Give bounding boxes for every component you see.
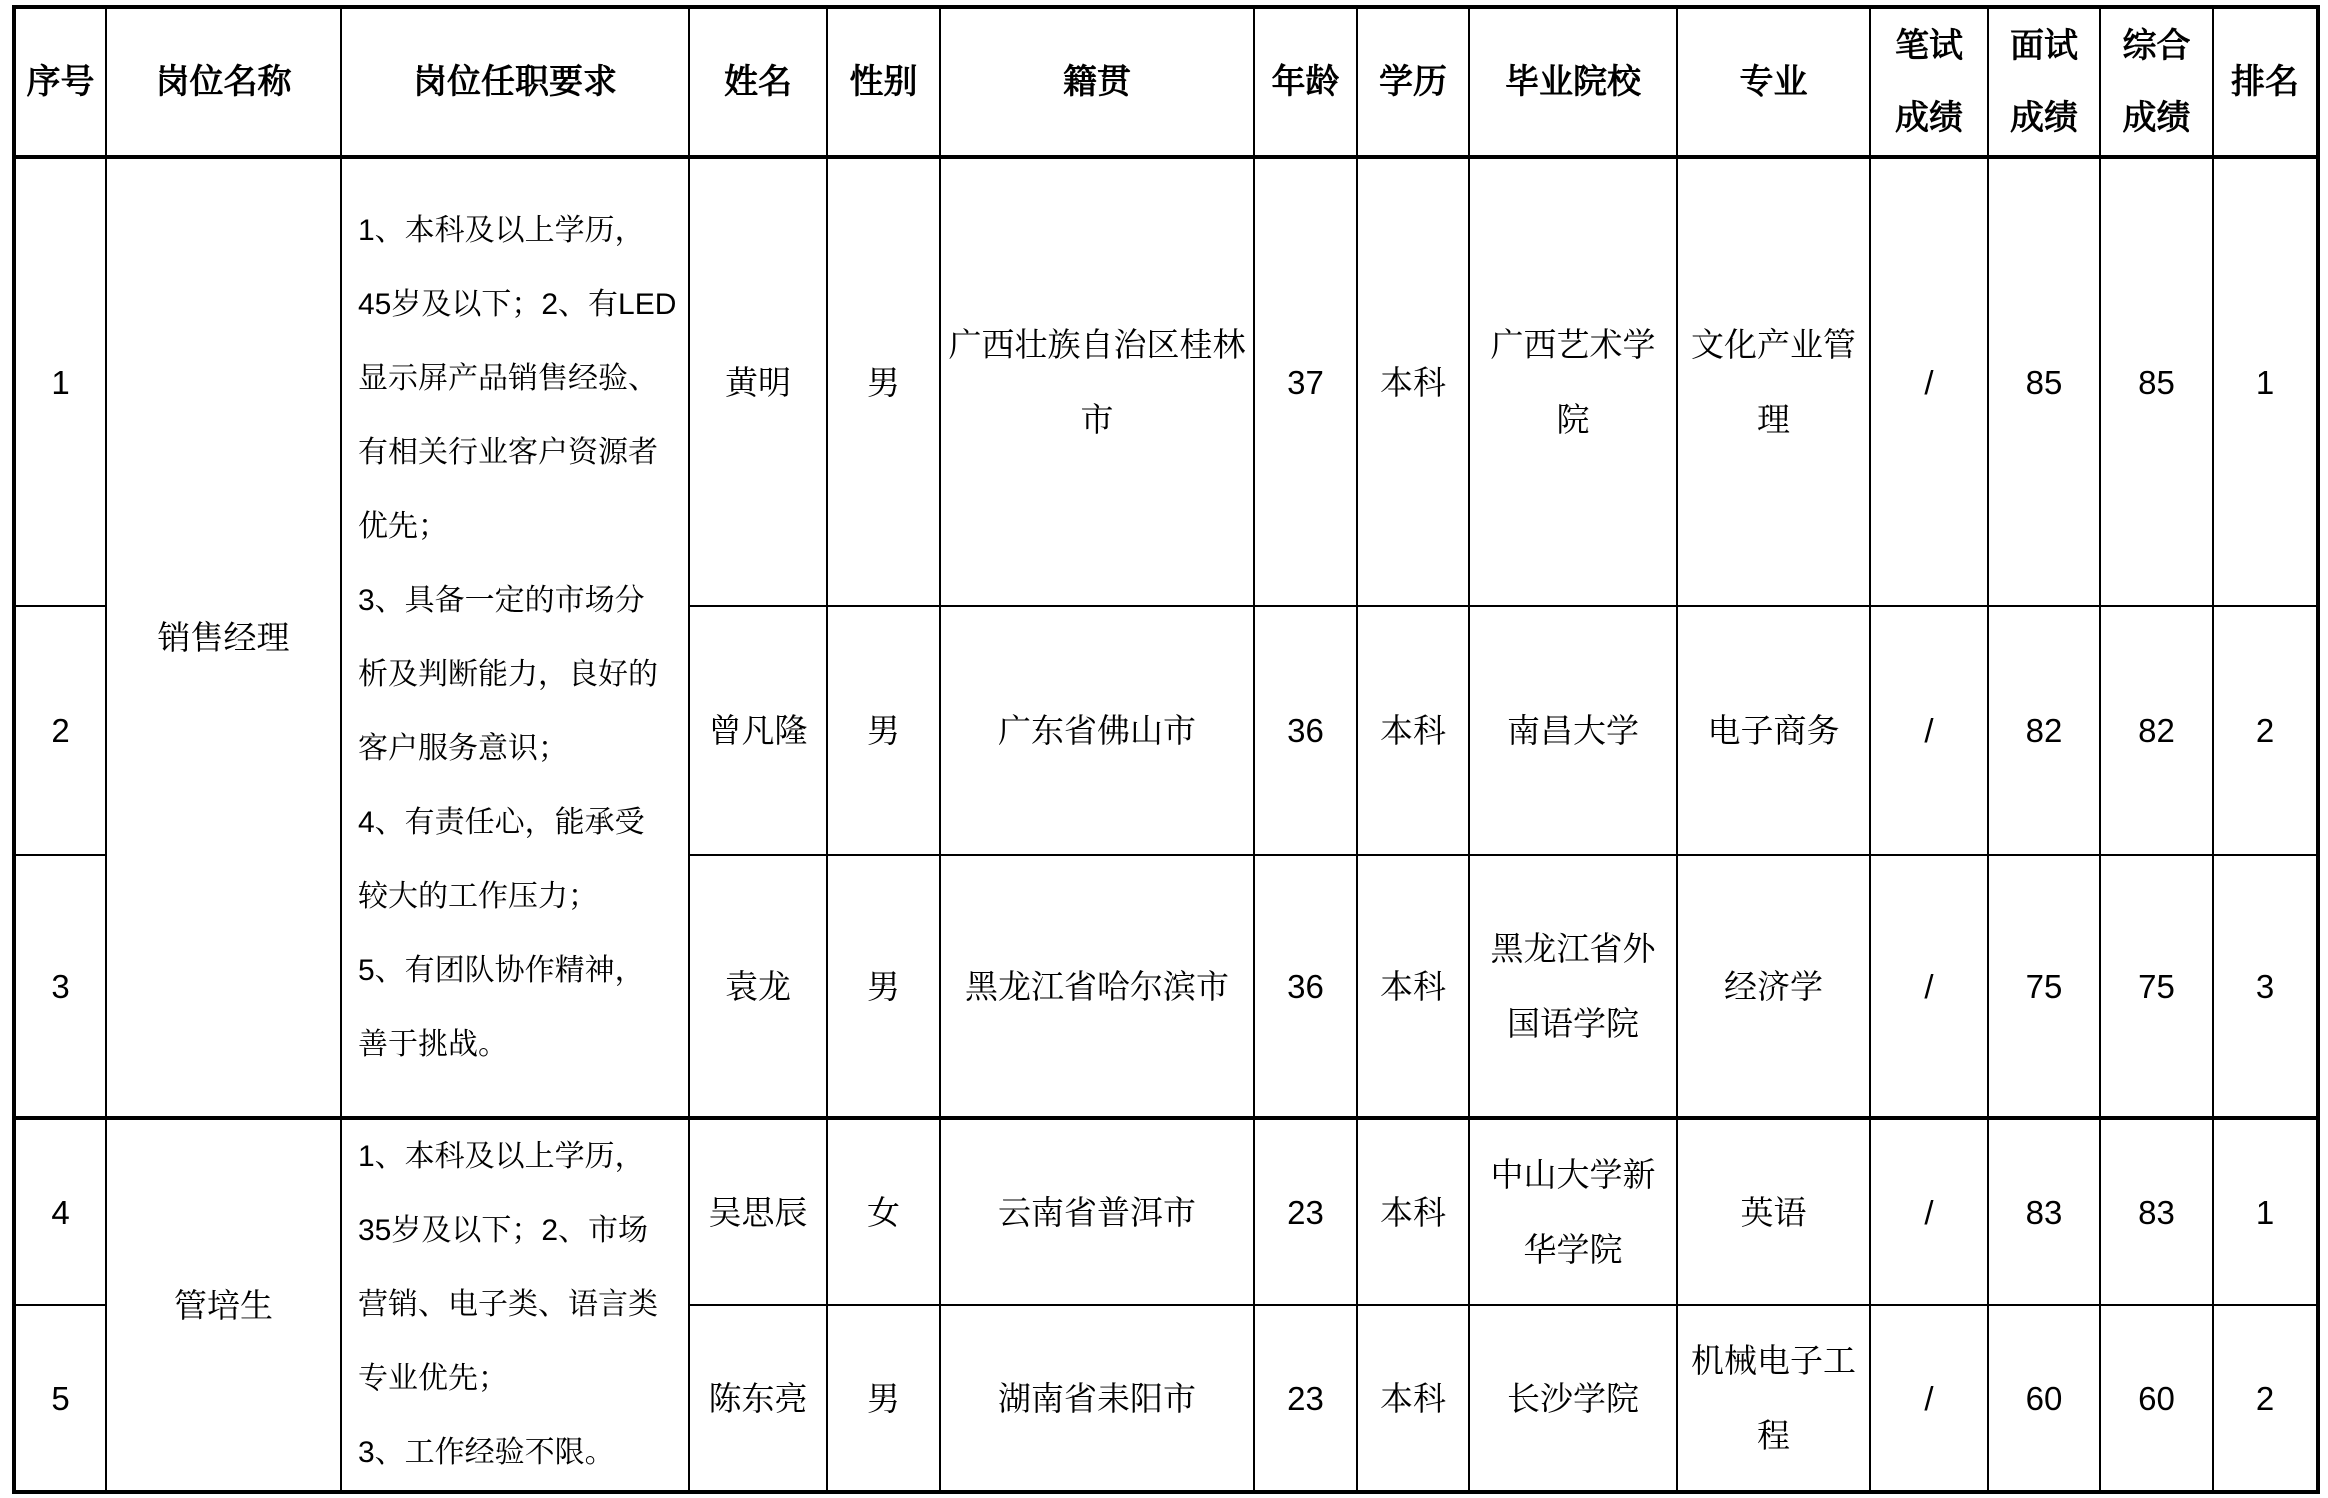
- r4-major: 英语: [1677, 1118, 1870, 1305]
- r4-gender: 女: [827, 1118, 940, 1305]
- r3-interview-score: 75: [1988, 855, 2100, 1118]
- r2-education: 本科: [1357, 606, 1469, 855]
- header-interview-score-line2: 成绩: [2010, 99, 2078, 137]
- recruitment-score-table: [12, 5, 2320, 1494]
- header-written-score: [1870, 7, 1988, 157]
- r3-major: 经济学: [1677, 855, 1870, 1118]
- r2-index: 2: [14, 606, 106, 855]
- r4-name: 吴思辰: [689, 1118, 827, 1305]
- header-hometown: 籍贯: [940, 7, 1254, 157]
- r5-education: 本科: [1357, 1305, 1469, 1492]
- requirement-line: 显示屏产品销售经验、: [358, 361, 658, 395]
- requirement-line: 营销、电子类、语言类: [358, 1288, 658, 1321]
- position-sales-manager: 销售经理: [106, 157, 341, 1118]
- header-index: 序号: [14, 7, 106, 157]
- requirement-line: 1、本科及以上学历，: [358, 1140, 645, 1173]
- r2-rank: 2: [2213, 606, 2318, 855]
- table-row-4: [14, 1118, 2318, 1305]
- r5-index: 5: [14, 1305, 106, 1492]
- r2-hometown: 广东省佛山市: [940, 606, 1254, 855]
- r4-hometown: 云南省普洱市: [940, 1118, 1254, 1305]
- header-gender: 性别: [827, 7, 940, 157]
- r2-total-score: 82: [2100, 606, 2213, 855]
- requirement-line: 35岁及以下；2、市场: [358, 1214, 649, 1247]
- requirement-line: 45岁及以下；2、有LED: [358, 287, 677, 321]
- requirement-line: 析及判断能力，良好的: [358, 657, 658, 691]
- r1-interview-score: 85: [1988, 157, 2100, 606]
- r1-age: 37: [1254, 157, 1357, 606]
- position-management-trainee: 管培生: [106, 1118, 341, 1492]
- r3-education: 本科: [1357, 855, 1469, 1118]
- header-interview-score-line1: 面试: [2010, 27, 2078, 65]
- header-major: 专业: [1677, 7, 1870, 157]
- header-total-score-line1: 综合: [2122, 27, 2191, 65]
- r3-index: 3: [14, 855, 106, 1118]
- r2-name: 曾凡隆: [689, 606, 827, 855]
- r1-rank: 1: [2213, 157, 2318, 606]
- header-row: [14, 7, 2318, 157]
- r2-interview-score: 82: [1988, 606, 2100, 855]
- r2-age: 36: [1254, 606, 1357, 855]
- r4-school: 中山大学新华学院: [1469, 1118, 1677, 1305]
- header-age: 年龄: [1254, 7, 1357, 157]
- requirement-line: 较大的工作压力；: [358, 879, 598, 913]
- header-rank: 排名: [2213, 7, 2318, 157]
- r1-education: 本科: [1357, 157, 1469, 606]
- r1-hometown: 广西壮族自治区桂林市: [940, 157, 1254, 606]
- r1-total-score: 85: [2100, 157, 2213, 606]
- requirement-line: 客户服务意识；: [358, 731, 568, 765]
- r5-hometown: 湖南省耒阳市: [940, 1305, 1254, 1492]
- r1-school: 广西艺术学院: [1469, 157, 1677, 606]
- header-written-score-line2: 成绩: [1895, 99, 1963, 137]
- requirements-sales-manager: [341, 157, 689, 1118]
- header-written-score-line1: 笔试: [1895, 27, 1963, 65]
- r3-written-score: /: [1870, 855, 1988, 1118]
- r3-gender: 男: [827, 855, 940, 1118]
- requirement-line: 优先；: [358, 509, 448, 543]
- r3-name: 袁龙: [689, 855, 827, 1118]
- r5-name: 陈东亮: [689, 1305, 827, 1492]
- header-interview-score: [1988, 7, 2100, 157]
- r5-gender: 男: [827, 1305, 940, 1492]
- r1-gender: 男: [827, 157, 940, 606]
- requirement-line: 5、有团队协作精神，: [358, 953, 645, 987]
- r4-rank: 1: [2213, 1118, 2318, 1305]
- r1-name: 黄明: [689, 157, 827, 606]
- requirement-line: 1、本科及以上学历，: [358, 213, 645, 247]
- table-row-1: [14, 157, 2318, 606]
- header-total-score: [2100, 7, 2213, 157]
- r2-written-score: /: [1870, 606, 1988, 855]
- r3-total-score: 75: [2100, 855, 2213, 1118]
- r3-rank: 3: [2213, 855, 2318, 1118]
- r4-written-score: /: [1870, 1118, 1988, 1305]
- requirement-line: 3、工作经验不限。: [358, 1436, 615, 1469]
- r4-education: 本科: [1357, 1118, 1469, 1305]
- header-school: 毕业院校: [1469, 7, 1677, 157]
- r1-major: 文化产业管理: [1677, 157, 1870, 606]
- r1-written-score: /: [1870, 157, 1988, 606]
- r3-age: 36: [1254, 855, 1357, 1118]
- requirements-management-trainee: [341, 1118, 689, 1492]
- r5-age: 23: [1254, 1305, 1357, 1492]
- header-name: 姓名: [689, 7, 827, 157]
- r3-hometown: 黑龙江省哈尔滨市: [940, 855, 1254, 1118]
- requirement-line: 专业优先；: [358, 1362, 508, 1395]
- r1-index: 1: [14, 157, 106, 606]
- r5-total-score: 60: [2100, 1305, 2213, 1492]
- requirement-line: 善于挑战。: [358, 1027, 508, 1061]
- r5-major: 机械电子工程: [1677, 1305, 1870, 1492]
- header-education: 学历: [1357, 7, 1469, 157]
- r5-rank: 2: [2213, 1305, 2318, 1492]
- header-position: 岗位名称: [106, 7, 341, 157]
- requirement-line: 3、具备一定的市场分: [358, 583, 645, 617]
- header-total-score-line2: 成绩: [2122, 99, 2191, 137]
- r2-school: 南昌大学: [1469, 606, 1677, 855]
- r5-school: 长沙学院: [1469, 1305, 1677, 1492]
- r4-total-score: 83: [2100, 1118, 2213, 1305]
- r2-gender: 男: [827, 606, 940, 855]
- r4-age: 23: [1254, 1118, 1357, 1305]
- r5-written-score: /: [1870, 1305, 1988, 1492]
- r4-index: 4: [14, 1118, 106, 1305]
- requirement-line: 有相关行业客户资源者: [358, 435, 658, 469]
- r5-interview-score: 60: [1988, 1305, 2100, 1492]
- requirement-line: 4、有责任心，能承受: [358, 805, 645, 839]
- r2-major: 电子商务: [1677, 606, 1870, 855]
- header-requirements: 岗位任职要求: [341, 7, 689, 157]
- r3-school: 黑龙江省外国语学院: [1469, 855, 1677, 1118]
- r4-interview-score: 83: [1988, 1118, 2100, 1305]
